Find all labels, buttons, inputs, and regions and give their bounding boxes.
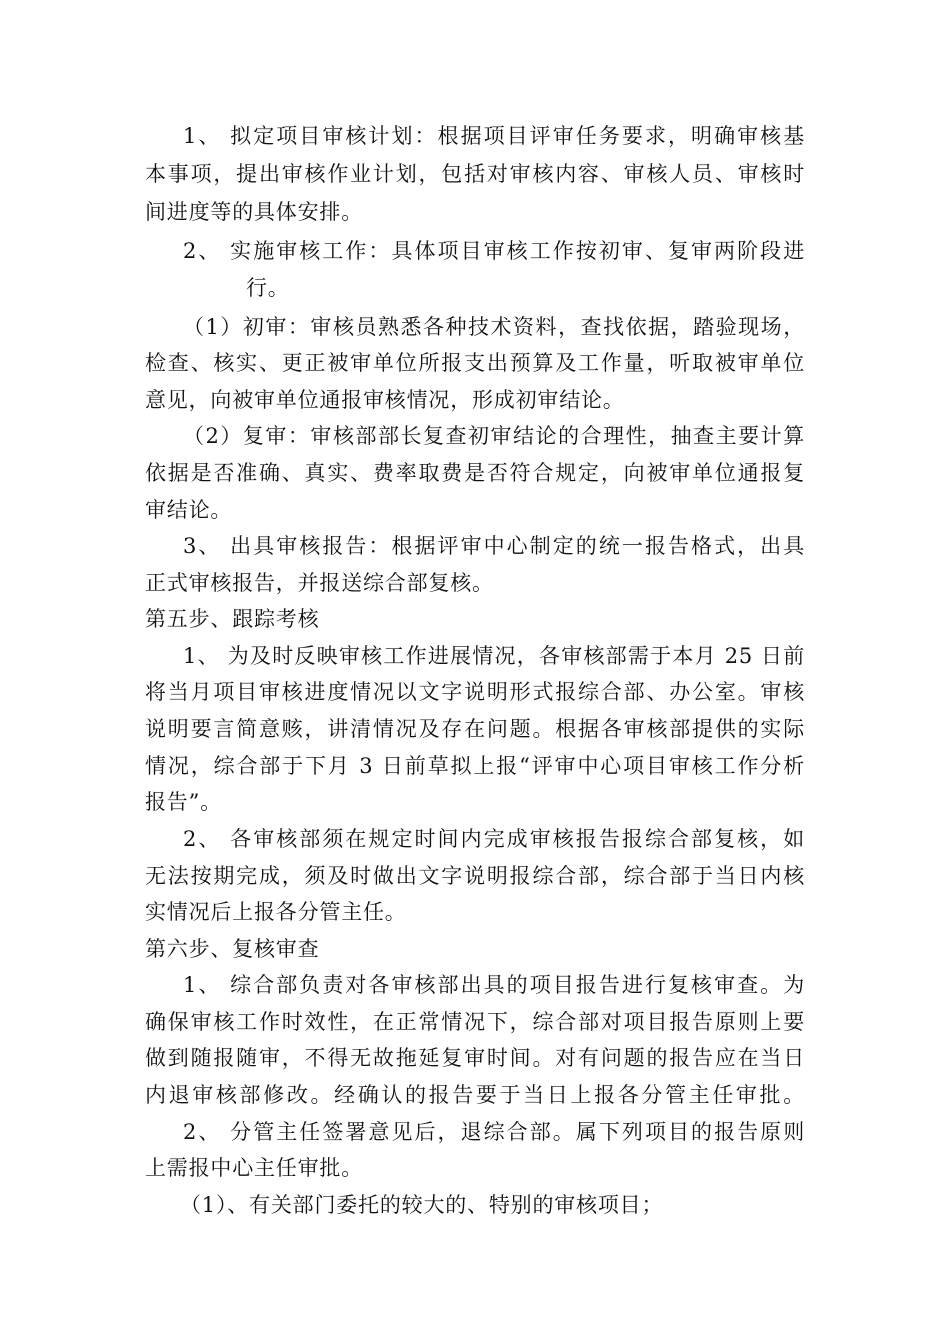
text-line: 间进度等的具体安排。 [145, 200, 363, 224]
text-line: 检查、核实、更正被审单位所报支出预算及工作量，听取被审单位 [145, 351, 805, 375]
text-line: 1、 为及时反映审核工作进展情况，各审核部需于本月 25 日前 [183, 644, 805, 668]
text-line: 2、 实施审核工作：具体项目审核工作按初审、复审两阶段进 [183, 239, 805, 263]
text-line: 情况，综合部于下月 3 日前草拟上报“评审中心项目审核工作分析 [145, 754, 805, 778]
text-line: （2）复审：审核部部长复查初审结论的合理性，抽查主要计算 [183, 424, 805, 448]
section-heading: 第六步、复核审查 [145, 937, 320, 961]
text-line: 做到随报随审，不得无故拖延复审时间。对有问题的报告应在当日 [145, 1046, 805, 1070]
text-line: 依据是否准确、真实、费率取费是否符合规定，向被审单位通报复 [145, 461, 805, 485]
text-line: 意见，向被审单位通报审核情况，形成初审结论。 [145, 388, 625, 412]
text-line: （1）、有关部门委托的较大的、特别的审核项目； [180, 1193, 664, 1217]
text-line: 实情况后上报各分管主任。 [145, 900, 407, 924]
text-line: 2、 分管主任签署意见后，退综合部。属下列项目的报告原则 [183, 1120, 805, 1144]
text-line: 报告”。 [145, 790, 222, 814]
text-line: （1）初审：审核员熟悉各种技术资料，查找依据，踏验现场， [183, 315, 805, 339]
text-line: 无法按期完成，须及时做出文字说明报综合部，综合部于当日内核 [145, 864, 805, 888]
text-line: 将当月项目审核进度情况以文字说明形式报综合部、办公室。审核 [145, 680, 805, 704]
text-line: 上需报中心主任审批。 [145, 1156, 363, 1180]
text-line: 1、 拟定项目审核计划：根据项目评审任务要求，明确审核基 [183, 124, 805, 148]
text-line: 确保审核工作时效性，在正常情况下，综合部对项目报告原则上要 [145, 1010, 805, 1034]
text-line: 行。 [246, 276, 290, 300]
text-line: 1、 综合部负责对各审核部出具的项目报告进行复核审查。为 [183, 973, 805, 997]
text-line: 本事项，提出审核作业计划，包括对审核内容、审核人员、审核时 [145, 162, 805, 186]
text-line: 2、 各审核部须在规定时间内完成审核报告报综合部复核，如 [183, 827, 805, 851]
text-line: 说明要言简意赅，讲清情况及存在问题。根据各审核部提供的实际 [145, 717, 805, 741]
text-line: 3、 出具审核报告：根据评审中心制定的统一报告格式，出具 [183, 534, 805, 558]
text-line: 正式审核报告，并报送综合部复核。 [145, 571, 494, 595]
section-heading: 第五步、跟踪考核 [145, 607, 320, 631]
text-line: 审结论。 [145, 498, 233, 522]
text-line: 内退审核部修改。经确认的报告要于当日上报各分管主任审批。 [145, 1083, 805, 1107]
